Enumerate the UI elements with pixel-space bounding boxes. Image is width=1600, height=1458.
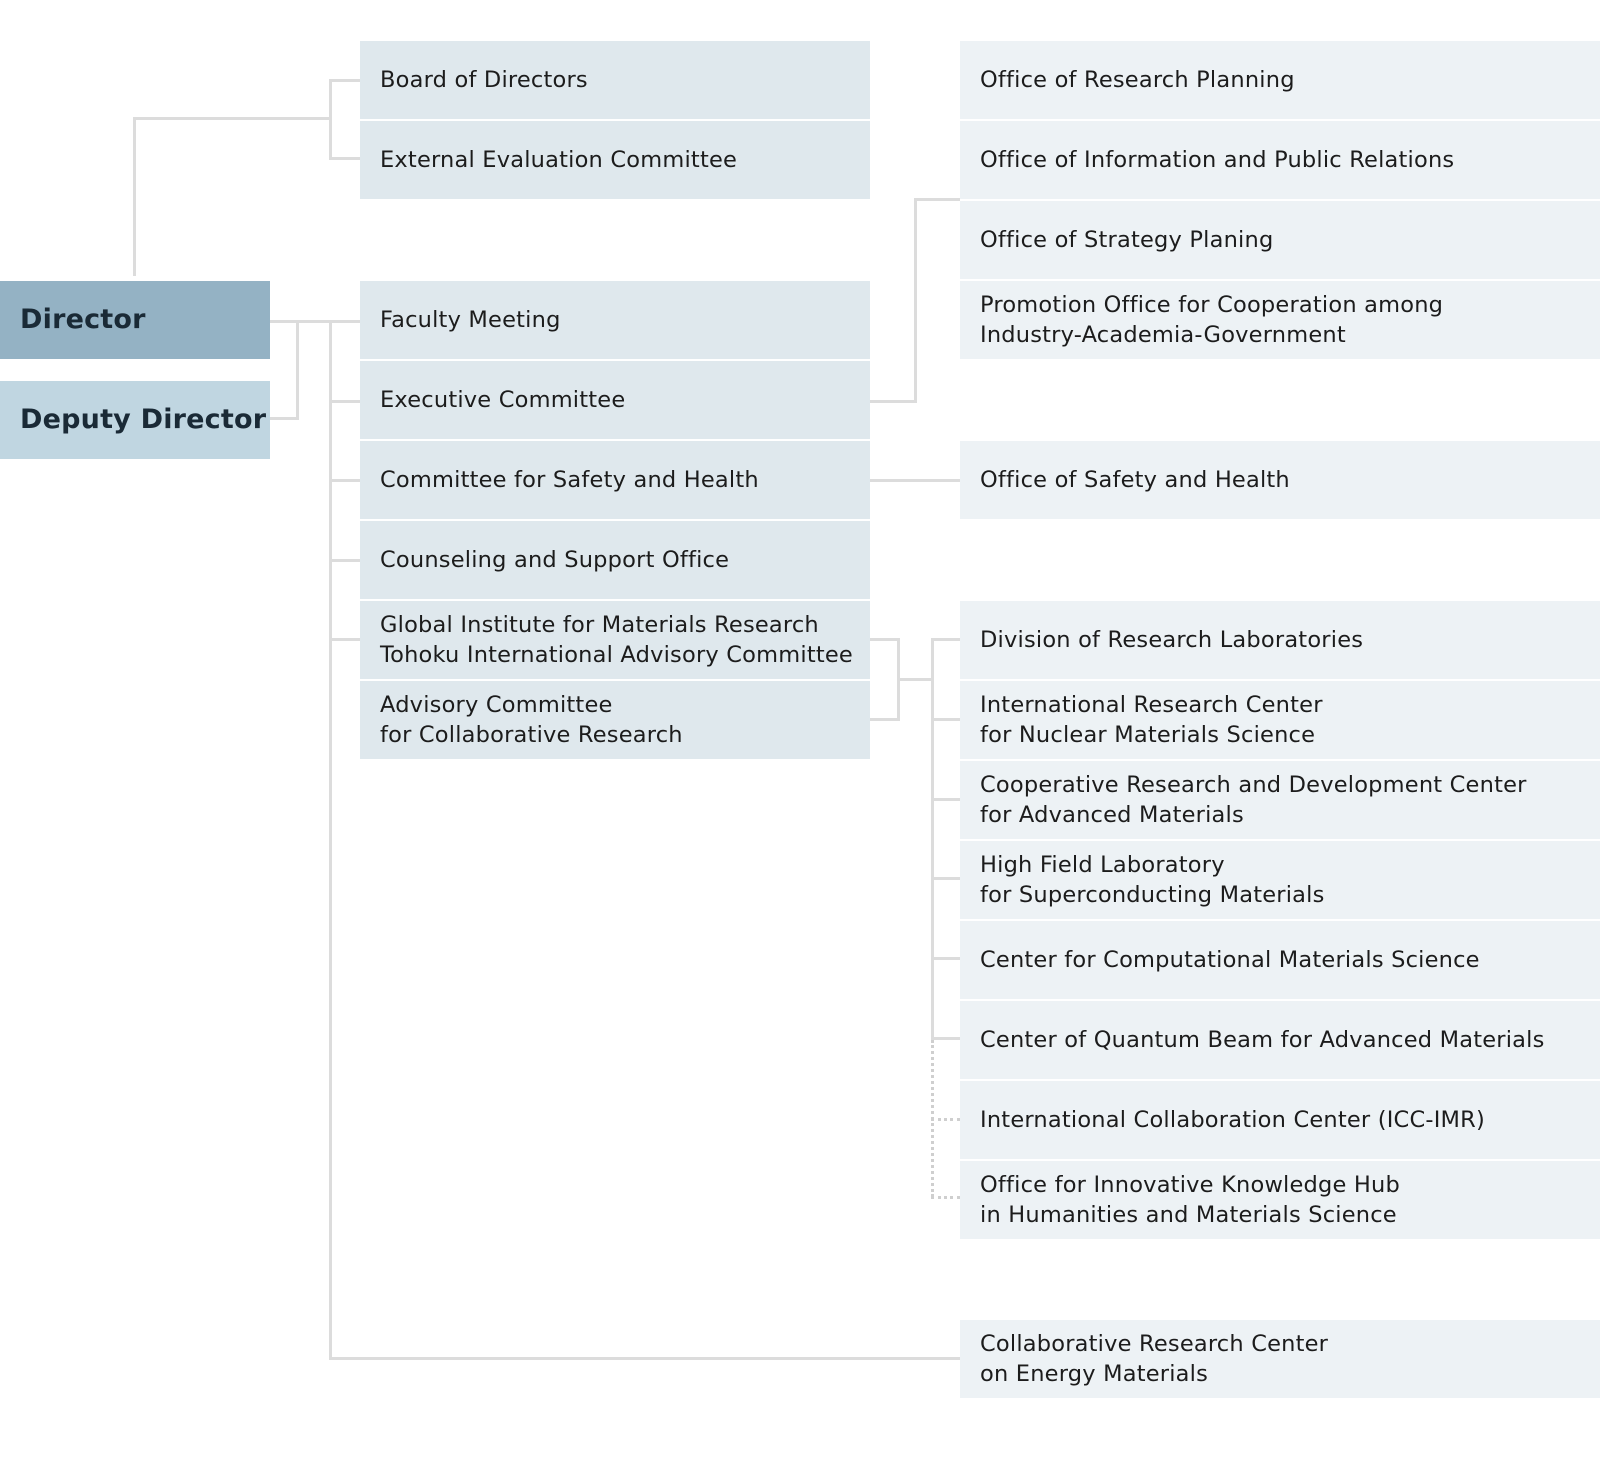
connector-line	[914, 198, 917, 403]
connector-line	[329, 638, 360, 641]
box-label: Executive Committee	[380, 387, 626, 413]
research-laboratories-division-box[interactable]	[960, 601, 1600, 679]
connector-line	[931, 957, 960, 960]
connector-line	[329, 1357, 960, 1360]
safety-health-committee-box[interactable]	[360, 441, 870, 519]
box-label: Center for Computational Materials Science	[980, 947, 1480, 973]
director-box[interactable]	[0, 281, 270, 359]
connector-line	[133, 117, 332, 120]
nuclear-materials-center-box[interactable]	[960, 681, 1600, 759]
box-label: Promotion Office for Cooperation among Industry-Academia-Government	[980, 292, 1444, 348]
connector-line	[270, 417, 299, 420]
advanced-materials-center-box[interactable]	[960, 761, 1600, 839]
external-evaluation-committee-box[interactable]	[360, 121, 870, 199]
icc-imr-box[interactable]	[960, 1081, 1600, 1159]
connector-line	[329, 79, 360, 82]
connector-line	[931, 798, 960, 801]
connector-line	[870, 718, 900, 721]
deputy-director-box[interactable]	[0, 381, 270, 459]
connector-line	[329, 479, 360, 482]
public-relations-office-box[interactable]	[960, 121, 1600, 199]
connector-line	[931, 877, 960, 880]
connector-line	[870, 638, 900, 641]
collaborative-research-advisory-committee-box[interactable]	[360, 681, 870, 759]
connector-line	[329, 157, 360, 160]
box-label: External Evaluation Committee	[380, 147, 738, 173]
high-field-laboratory-box[interactable]	[960, 841, 1600, 919]
connector-line	[897, 678, 934, 681]
box-label: Center of Quantum Beam for Advanced Materials	[980, 1027, 1545, 1053]
gimrt-advisory-committee-box[interactable]	[360, 601, 870, 679]
connector-line	[329, 320, 332, 1360]
box-label: Division of Research Laboratories	[980, 627, 1364, 653]
box-label: Cooperative Research and Development Center for Advanced Materials	[980, 772, 1527, 828]
box-label: Office of Strategy Planing	[980, 227, 1274, 253]
connector-line	[329, 559, 360, 562]
box-label: International Collaboration Center (ICC-IMR)	[980, 1107, 1485, 1133]
dotted-connector	[931, 1196, 960, 1199]
computational-materials-center-box[interactable]	[960, 921, 1600, 999]
connector-line	[931, 1037, 960, 1040]
connector-line	[329, 79, 332, 160]
connector-line	[870, 479, 960, 482]
box-label: International Research Center for Nuclear Materials Science	[980, 692, 1323, 748]
strategy-planing-office-box[interactable]	[960, 201, 1600, 279]
box-label: Collaborative Research Center on Energy Materials	[980, 1331, 1329, 1387]
box-label: Faculty Meeting	[380, 307, 561, 333]
research-planning-office-box[interactable]	[960, 41, 1600, 119]
connector-line	[931, 638, 934, 1040]
box-label: High Field Laboratory for Superconducting Materials	[980, 852, 1325, 908]
connector-line	[296, 320, 299, 420]
industry-cooperation-office-box[interactable]	[960, 281, 1600, 359]
box-label: Advisory Committee for Collaborative Research	[380, 692, 683, 748]
box-label: Board of Directors	[380, 67, 588, 93]
connector-line	[270, 320, 360, 323]
executive-committee-box[interactable]	[360, 361, 870, 439]
safety-health-office-box[interactable]	[960, 441, 1600, 519]
connector-line	[329, 400, 360, 403]
director-label: Director	[20, 304, 146, 335]
quantum-beam-center-box[interactable]	[960, 1001, 1600, 1079]
connector-line	[931, 718, 960, 721]
box-label: Global Institute for Materials Research Tohoku International Advisory Committee	[380, 612, 853, 668]
connector-line	[133, 117, 136, 276]
box-label: Office of Research Planning	[980, 67, 1295, 93]
counseling-support-office-box[interactable]	[360, 521, 870, 599]
box-label: Office for Innovative Knowledge Hub in Humanities and Materials Science	[980, 1172, 1400, 1228]
deputy-director-label: Deputy Director	[20, 404, 267, 435]
connector-line	[914, 198, 960, 201]
board-of-directors-box[interactable]	[360, 41, 870, 119]
innovative-knowledge-hub-box[interactable]	[960, 1161, 1600, 1239]
energy-materials-center-box[interactable]	[960, 1320, 1600, 1398]
dotted-connector	[931, 1118, 960, 1121]
faculty-meeting-box[interactable]	[360, 281, 870, 359]
box-label: Counseling and Support Office	[380, 547, 730, 573]
box-label: Committee for Safety and Health	[380, 467, 759, 493]
box-label: Office of Information and Public Relations	[980, 147, 1455, 173]
connector-line	[931, 638, 960, 641]
box-label: Office of Safety and Health	[980, 467, 1290, 493]
connector-line	[870, 400, 917, 403]
